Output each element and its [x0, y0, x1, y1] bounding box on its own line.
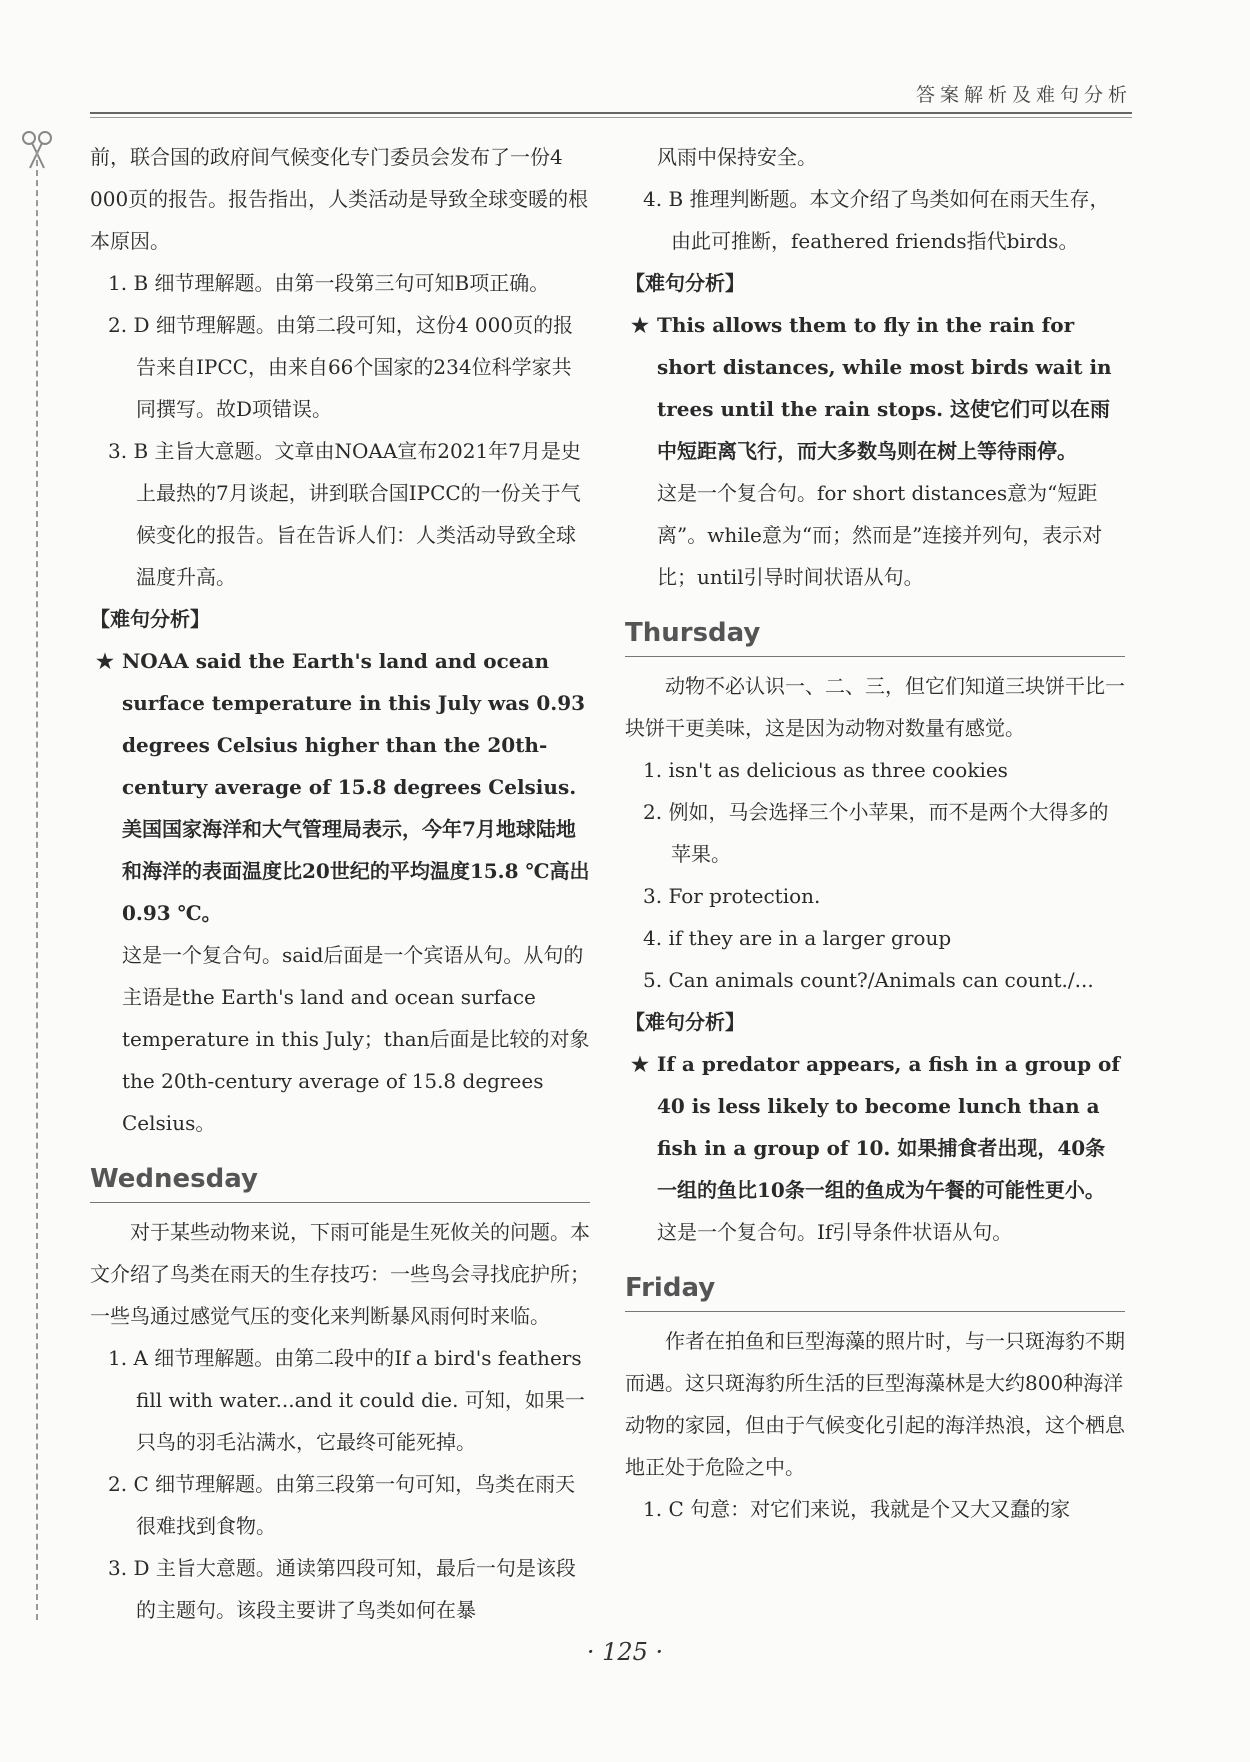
answer-item: 5. Can animals count?/Animals can count./... — [643, 968, 1094, 992]
answer-item: 1. B 细节理解题。由第一段第三句可知B项正确。 — [108, 271, 550, 295]
answer-item: 3. For protection. — [643, 884, 821, 908]
answer-item: 2. C 细节理解题。由第三段第一句可知，鸟类在雨天很难找到食物。 — [108, 1472, 576, 1538]
header-rule — [90, 112, 1132, 114]
answer-item: 4. B 推理判断题。本文介绍了鸟类如何在雨天生存，由此可推断，feathered friends指代birds。 — [643, 187, 1110, 253]
section-header-wednesday — [90, 1162, 590, 1203]
answer-item: 1. A 细节理解题。由第二段中的If a bird's feathers fill with water...and it could die. 可知，如果一只鸟的羽毛沾满水，它最终可能死掉。 — [108, 1346, 585, 1454]
section-header-thursday — [625, 616, 1125, 657]
star-icon: ★ — [96, 649, 114, 673]
header-title: 答案解析及难句分析 — [915, 84, 1132, 106]
answer-item: 4. if they are in a larger group — [643, 926, 952, 950]
key-sentence — [90, 640, 590, 934]
difficult-sentence-label: 【难句分析】 — [625, 271, 745, 295]
difficult-sentence-label: 【难句分析】 — [625, 1010, 745, 1034]
key-sentence — [625, 1043, 1125, 1211]
section-title: Friday — [625, 1273, 716, 1303]
star-icon: ★ — [631, 313, 649, 337]
page-number: · 125 · — [586, 1638, 664, 1666]
page-header — [90, 78, 1132, 108]
answer-item: 2. D 细节理解题。由第二段可知，这份4 000页的报告来自IPCC，由来自66个国家的234位科学家共同撰写。故D项错误。 — [108, 313, 574, 421]
key-sentence-text: If a predator appears, a fish in a group of 40 is less likely to become lunch than a fish in a group of 10. 如果捕食者出现，40条一组的鱼比10条一组的鱼成为午餐的可能性更小。 — [657, 1052, 1120, 1202]
left-column — [90, 136, 590, 1631]
answer-item: 3. B 主旨大意题。文章由NOAA宣布2021年7月是史上最热的7月谈起，讲到联合国IPCC的一份关于气候变化的报告。旨在告诉人们：人类活动导致全球温度升高。 — [108, 439, 581, 589]
star-icon: ★ — [631, 1052, 649, 1076]
answer-item: 2. 例如，马会选择三个小苹果，而不是两个大得多的苹果。 — [643, 800, 1109, 866]
cut-line — [36, 150, 38, 1620]
section-title: Thursday — [625, 618, 761, 648]
sentence-analysis: 这是一个复合句。If引导条件状语从句。 — [657, 1220, 1013, 1244]
answer-item: 3. D 主旨大意题。通读第四段可知，最后一句是该段的主题句。该段主要讲了鸟类如何在暴 — [108, 1556, 576, 1622]
header-rule-thin — [90, 117, 1132, 118]
difficult-sentence-label: 【难句分析】 — [90, 607, 210, 631]
right-column — [625, 136, 1125, 1530]
section-intro: 作者在拍鱼和巨型海藻的照片时，与一只斑海豹不期而遇。这只斑海豹所生活的巨型海藻林是大约800种海洋动物的家园，但由于气候变化引起的海洋热浪，这个栖息地正处于危险之中。 — [625, 1329, 1125, 1479]
key-sentence — [625, 304, 1125, 472]
answer-item: 1. C 句意：对它们来说，我就是个又大又蠢的家 — [643, 1497, 1071, 1521]
section-intro: 对于某些动物来说，下雨可能是生死攸关的问题。本文介绍了鸟类在雨天的生存技巧：一些鸟会寻找庇护所；一些鸟通过感觉气压的变化来判断暴风雨何时来临。 — [90, 1220, 590, 1328]
section-intro: 动物不必认识一、二、三，但它们知道三块饼干比一块饼干更美味，这是因为动物对数量有感觉。 — [625, 674, 1125, 740]
intro-text: 前，联合国的政府间气候变化专门委员会发布了一份4 000页的报告。报告指出，人类活动是导致全球变暖的根本原因。 — [90, 145, 589, 253]
continued-text: 风雨中保持安全。 — [657, 145, 817, 169]
section-title: Wednesday — [90, 1164, 258, 1194]
key-sentence-text: NOAA said the Earth's land and ocean surface temperature in this July was 0.93 degrees Celsius higher than the 20th-century average of 15.8 degrees Celsius. 美国国家海洋和大气管理局表示，今年7月地球陆地和海洋的表面温度比20世纪的平均温度15.8 ℃高出0.93 ℃。 — [122, 649, 590, 925]
sentence-analysis: 这是一个复合句。for short distances意为“短距离”。while意为“而；然而是”连接并列句，表示对比；until引导时间状语从句。 — [657, 481, 1103, 589]
key-sentence-text: This allows them to fly in the rain for short distances, while most birds wait in trees until the rain stops. 这使它们可以在雨中短距离飞行，而大多数鸟则在树上等待雨停。 — [657, 313, 1112, 463]
sentence-analysis: 这是一个复合句。said后面是一个宾语从句。从句的主语是the Earth's land and ocean surface temperature in this July；than后面是比较的对象the 20th-century average of 15.8 degrees Celsius。 — [122, 943, 590, 1135]
answer-item: 1. isn't as delicious as three cookies — [643, 758, 1008, 782]
section-header-friday — [625, 1271, 1125, 1312]
